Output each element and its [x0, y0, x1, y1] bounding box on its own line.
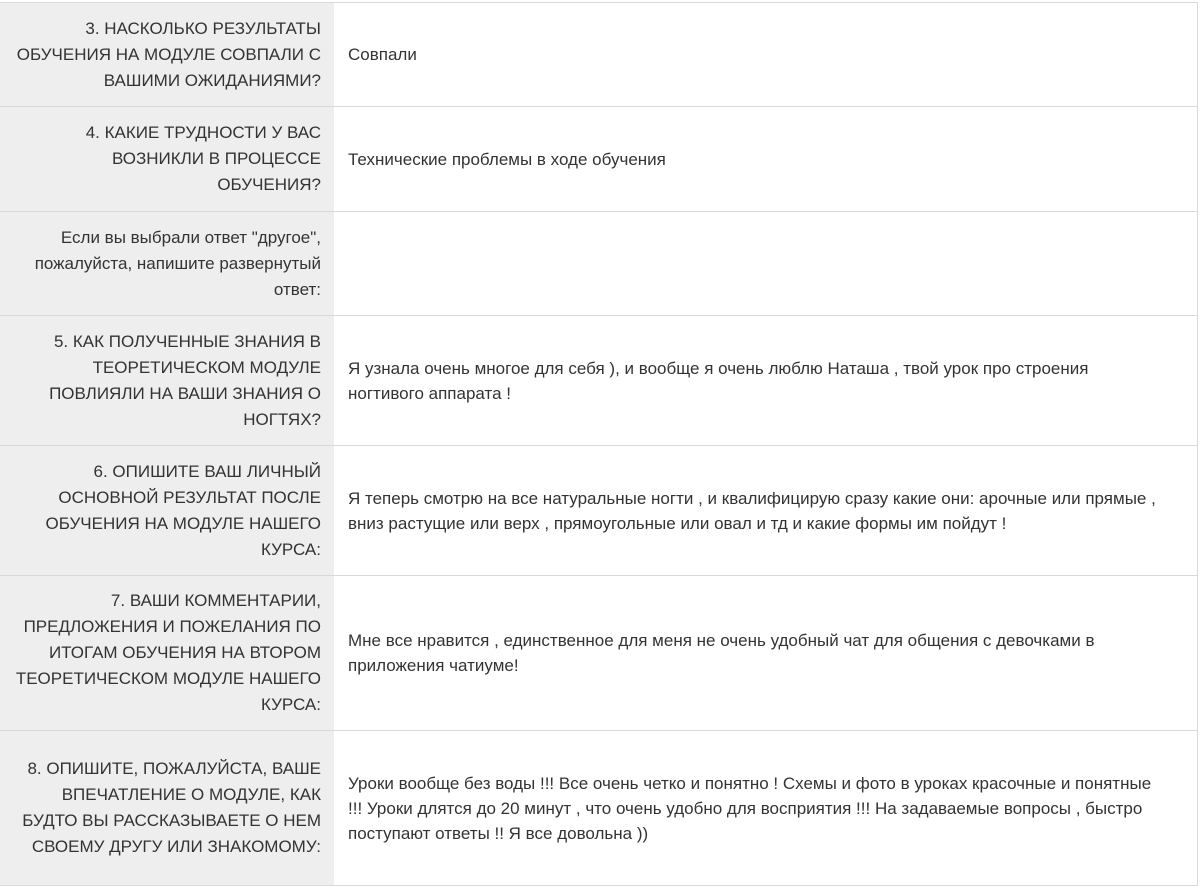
- table-row: [0, 316, 1197, 446]
- question-text: 6. ОПИШИТЕ ВАШ ЛИЧНЫЙ ОСНОВНОЙ РЕЗУЛЬТАТ ПОСЛЕ ОБУЧЕНИЯ НА МОДУЛЕ НАШЕГО КУРСА:: [45, 461, 321, 559]
- table-row: [0, 576, 1197, 731]
- table-row: [0, 107, 1197, 212]
- question-text: 3. НАСКОЛЬКО РЕЗУЛЬТАТЫ ОБУЧЕНИЯ НА МОДУЛЕ СОВПАЛИ С ВАШИМИ ОЖИДАНИЯМИ?: [16, 18, 321, 90]
- question-text: 4. КАКИЕ ТРУДНОСТИ У ВАС ВОЗНИКЛИ В ПРОЦЕССЕ ОБУЧЕНИЯ?: [85, 123, 321, 194]
- question-text: Если вы выбрали ответ "другое", пожалуйста, напишите развернутый ответ:: [34, 227, 321, 299]
- answer-cell: [334, 316, 1197, 445]
- answer-cell: [334, 212, 1197, 315]
- question-cell: [0, 446, 334, 575]
- answer-cell: [334, 446, 1197, 575]
- survey-table: [0, 2, 1198, 886]
- answer-text: Технические проблемы в ходе обучения: [348, 149, 666, 169]
- question-cell: [0, 3, 334, 106]
- question-text: 5. КАК ПОЛУЧЕННЫЕ ЗНАНИЯ В ТЕОРЕТИЧЕСКОМ МОДУЛЕ ПОВЛИЯЛИ НА ВАШИ ЗНАНИЯ О НОГТЯХ?: [49, 331, 321, 429]
- answer-text: Я теперь смотрю на все натуральные ногти , и квалифицирую сразу какие они: арочные или прямые , вниз растущие или верх , прямоугольные или овал и тд и какие формы им пойдут !: [348, 488, 1156, 533]
- table-row: [0, 3, 1197, 107]
- question-text: 8. ОПИШИТЕ, ПОЖАЛУЙСТА, ВАШЕ ВПЕЧАТЛЕНИЕ О МОДУЛЕ, КАК БУДТО ВЫ РАССКАЗЫВАЕТЕ О НЕМ СВОЕМУ ДРУГУ ИЛИ ЗНАКОМОМУ:: [22, 759, 321, 856]
- table-row: [0, 212, 1197, 316]
- answer-text: Я узнала очень многое для себя ), и вообще я очень люблю Наташа , твой урок про строения ногтивого аппарата !: [348, 358, 1089, 403]
- question-cell: [0, 731, 334, 885]
- answer-text: Совпали: [348, 45, 417, 64]
- answer-cell: [334, 3, 1197, 106]
- answer-cell: [334, 576, 1197, 730]
- question-cell: [0, 316, 334, 445]
- table-row: [0, 731, 1197, 886]
- question-cell: [0, 576, 334, 730]
- question-text: 7. ВАШИ КОММЕНТАРИИ, ПРЕДЛОЖЕНИЯ И ПОЖЕЛАНИЯ ПО ИТОГАМ ОБУЧЕНИЯ НА ВТОРОМ ТЕОРЕТИЧЕСКОМ МОДУЛЕ НАШЕГО КУРСА:: [15, 591, 321, 714]
- answer-cell: [334, 731, 1197, 885]
- answer-text: Уроки вообще без воды !!! Все очень четко и понятно ! Схемы и фото в уроках красочные и понятные !!! Уроки длятся до 20 минут , что очень удобно для восприятия !!! На задаваемые вопросы , быстро поступают ответы !! Я все довольна )): [348, 773, 1152, 843]
- answer-text: Мне все нравится , единственное для меня не очень удобный чат для общения с девочками в приложения чатиуме!: [348, 631, 1095, 675]
- question-cell: [0, 212, 334, 315]
- question-cell: [0, 107, 334, 211]
- answer-cell: [334, 107, 1197, 211]
- table-row: [0, 446, 1197, 576]
